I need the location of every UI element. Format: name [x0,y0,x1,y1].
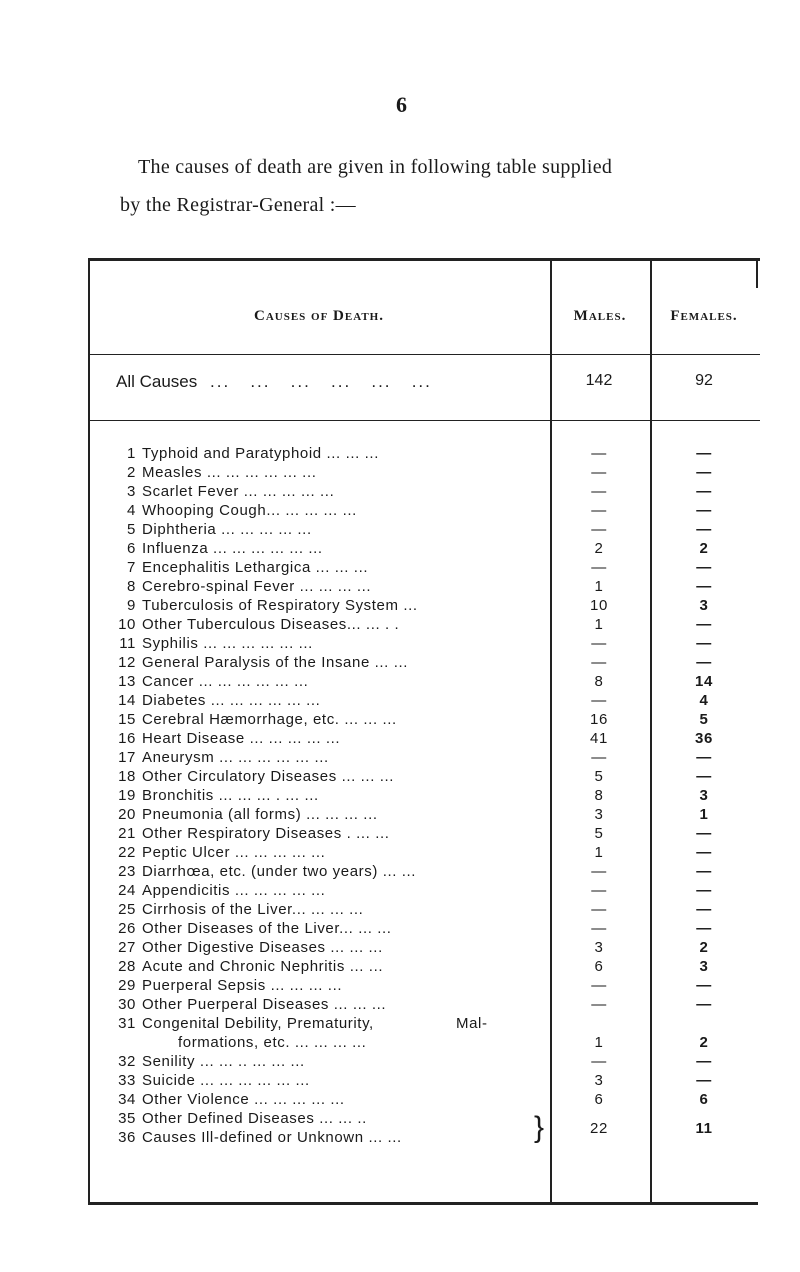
females-value: 2 [699,1034,709,1051]
table-row [88,957,768,976]
row-number: 30 [118,996,136,1013]
table-row [88,463,768,482]
cause-name: Scarlet Fever ... ... ... ... ... [142,483,335,500]
row-number: 9 [127,597,136,614]
cause-name: General Paralysis of the Insane ... ... [142,654,409,671]
females-value: — [696,616,712,633]
males-value: — [591,464,607,481]
table-row [88,843,768,862]
females-value: — [696,844,712,861]
header-causes: Causes of Death. [253,308,384,324]
females-value: 1 [699,806,709,823]
males-value: 5 [594,768,604,785]
cause-name: Diphtheria ... ... ... ... ... [142,521,312,538]
females-value: 14 [695,673,713,690]
males-value: — [591,445,607,462]
cause-name: Diarrhœa, etc. (under two years) ... ... [142,863,417,880]
table-row [88,1014,768,1052]
row-number: 21 [118,825,136,842]
intro-line-1: The causes of death are given in following table supplied [138,156,613,178]
females-value: — [696,768,712,785]
row-number: 35 [118,1110,136,1127]
table-row [88,748,768,767]
males-value: — [591,502,607,519]
females-value: — [696,996,712,1013]
females-value: — [696,920,712,937]
males-value: — [591,635,607,652]
cause-name: Other Digestive Diseases ... ... ... [142,939,383,956]
row-number: 23 [118,863,136,880]
males-value: — [591,996,607,1013]
cause-name: Other Puerperal Diseases ... ... ... [142,996,387,1013]
cause-name: Other Violence ... ... ... ... ... [142,1091,345,1108]
all-causes-rule [88,420,760,421]
table-row [88,520,768,539]
cause-name: Pneumonia (all forms) ... ... ... ... [142,806,378,823]
cause-name: Measles ... ... ... ... ... ... [142,464,317,481]
males-value: 8 [594,787,604,804]
females-value: — [696,559,712,576]
cause-name: Diabetes ... ... ... ... ... ... [142,692,321,709]
females-value: — [696,483,712,500]
males-value: 3 [594,806,604,823]
row-number: 36 [118,1129,136,1146]
females-value: — [696,578,712,595]
females-value: — [696,901,712,918]
row-number: 1 [127,445,136,462]
table-row [88,881,768,900]
table-row [88,786,768,805]
all-causes-label: All Causes [116,372,198,391]
cause-name: Bronchitis ... ... ... . ... ... [142,787,319,804]
all-causes-males: 142 [585,372,613,389]
cause-name: Cerebro-spinal Fever ... ... ... ... [142,578,372,595]
males-value: — [591,654,607,671]
cause-name: Appendicitis ... ... ... ... ... [142,882,326,899]
row-number: 34 [118,1091,136,1108]
table-row [88,1090,768,1109]
table-row [88,596,768,615]
cause-name: Tuberculosis of Respiratory System ... [142,597,418,614]
table-row [88,482,768,501]
table-row [88,919,768,938]
males-value: — [591,692,607,709]
cause-name: Peptic Ulcer ... ... ... ... ... [142,844,326,861]
males-value: 1 [594,1034,604,1051]
row-number: 5 [127,521,136,538]
males-value: 6 [594,958,604,975]
page-number: 6 [396,92,407,117]
row-number: 16 [118,730,136,747]
males-value: 8 [594,673,604,690]
intro-paragraph [120,148,770,224]
males-value: — [591,863,607,880]
row-number: 27 [118,939,136,956]
row-number: 4 [127,502,136,519]
females-value: 3 [699,787,709,804]
row-number: 31 [118,1015,136,1032]
males-value: 5 [594,825,604,842]
females-value: — [696,1072,712,1089]
row-number: 7 [127,559,136,576]
males-value: 6 [594,1091,604,1108]
females-value: — [696,882,712,899]
females-value: 3 [699,597,709,614]
table-top-rule [88,258,760,261]
row-number: 28 [118,958,136,975]
table-row [88,1052,768,1071]
females-value: — [696,863,712,880]
males-value: 2 [594,540,604,557]
females-value: — [696,445,712,462]
cause-name: Cirrhosis of the Liver... ... ... ... [142,901,364,918]
table-row [88,805,768,824]
table-row [88,824,768,843]
table-row [88,710,768,729]
females-value: — [696,654,712,671]
cause-name: Aneurysm ... ... ... ... ... ... [142,749,329,766]
cause-name: Suicide ... ... ... ... ... ... [142,1072,310,1089]
cause-name: Senility ... ... .. ... ... ... [142,1053,305,1070]
males-value: — [591,521,607,538]
females-value: — [696,749,712,766]
row-number: 22 [118,844,136,861]
cause-name: Typhoid and Paratyphoid ... ... ... [142,445,379,462]
cause-name: Cancer ... ... ... ... ... ... [142,673,309,690]
females-value: — [696,502,712,519]
brace-icon: } [534,1111,545,1144]
row-number: 33 [118,1072,136,1089]
table-row [88,653,768,672]
males-value: — [591,901,607,918]
table-row [88,976,768,995]
cause-name: Other Tuberculous Diseases... ... . . [142,616,400,633]
row-number: 10 [118,616,136,633]
row-number: 25 [118,901,136,918]
table-row [88,539,768,558]
males-value: 10 [590,597,608,614]
table-row [88,691,768,710]
females-value: — [696,1053,712,1070]
males-value: 1 [594,578,604,595]
row-number: 13 [118,673,136,690]
table-row [88,672,768,691]
table-right-edge [756,258,758,288]
row-number: 19 [118,787,136,804]
row-number: 24 [118,882,136,899]
females-value: 11 [695,1120,713,1137]
males-value: 22 [590,1120,608,1137]
males-value: 3 [594,1072,604,1089]
cause-name: Whooping Cough... ... ... ... ... [142,502,357,519]
cause-name: Causes Ill-defined or Unknown ... ... [142,1129,402,1146]
table-row [88,634,768,653]
females-value: 36 [695,730,713,747]
males-value: — [591,749,607,766]
females-value: 5 [699,711,709,728]
cause-name: Other Diseases of the Liver... ... ... [142,920,392,937]
header-males: Males. [573,308,627,324]
cause-name: Influenza ... ... ... ... ... ... [142,540,323,557]
females-value: — [696,977,712,994]
cause-name: Encephalitis Lethargica ... ... ... [142,559,369,576]
intro-line-2: by the Registrar-General :— [120,194,356,216]
males-value: 3 [594,939,604,956]
females-value: 3 [699,958,709,975]
table-row [88,558,768,577]
cause-name: Other Circulatory Diseases ... ... ... [142,768,395,785]
table-row [88,1071,768,1090]
row-number: 29 [118,977,136,994]
females-value: 2 [699,939,709,956]
header-females: Females. [670,308,738,324]
males-value: — [591,882,607,899]
females-value: 2 [699,540,709,557]
cause-name-suffix: Mal- [456,1015,488,1032]
row-number: 2 [127,464,136,481]
table-row [88,862,768,881]
males-value: 16 [590,711,608,728]
cause-name: Other Respiratory Diseases . ... ... [142,825,390,842]
header-rule [88,354,760,355]
cause-name: Acute and Chronic Nephritis ... ... [142,958,384,975]
cause-name: Puerperal Sepsis ... ... ... ... [142,977,343,994]
cause-name: Syphilis ... ... ... ... ... ... [142,635,313,652]
table-row [88,577,768,596]
females-value: — [696,521,712,538]
males-value: 1 [594,616,604,633]
row-number: 6 [127,540,136,557]
row-number: 15 [118,711,136,728]
males-value: — [591,1053,607,1070]
cause-name: Heart Disease ... ... ... ... ... [142,730,341,747]
cause-name-continued: formations, etc. ... ... ... ... [178,1034,367,1051]
table-row [88,615,768,634]
row-number: 26 [118,920,136,937]
females-value: — [696,825,712,842]
females-value: — [696,464,712,481]
row-number: 32 [118,1053,136,1070]
females-value: — [696,635,712,652]
table-row [88,767,768,786]
cause-name: Congenital Debility, Prematurity, [142,1015,374,1032]
females-value: 4 [699,692,709,709]
all-causes-females: 92 [695,372,713,389]
females-value: 6 [699,1091,709,1108]
table-row [88,501,768,520]
table-row-joint [88,1109,768,1147]
males-value: — [591,483,607,500]
row-number: 11 [119,635,136,652]
males-value: — [591,977,607,994]
table-row [88,938,768,957]
table-row [88,900,768,919]
all-causes-leader: ... ... ... ... ... ... [210,372,432,391]
males-value: 41 [590,730,608,747]
row-number: 17 [118,749,136,766]
cause-rows [88,444,768,1147]
row-number: 14 [118,692,136,709]
row-number: 20 [118,806,136,823]
table-bottom-rule [88,1202,758,1205]
males-value: 1 [594,844,604,861]
row-number: 3 [127,483,136,500]
causes-of-death-table [88,258,768,1206]
table-row [88,995,768,1014]
row-number: 12 [118,654,136,671]
males-value: — [591,920,607,937]
males-value: — [591,559,607,576]
row-number: 18 [118,768,136,785]
cause-name: Cerebral Hæmorrhage, etc. ... ... ... [142,711,397,728]
cause-name: Other Defined Diseases ... ... .. [142,1110,367,1127]
table-row [88,444,768,463]
row-number: 8 [127,578,136,595]
table-row [88,729,768,748]
